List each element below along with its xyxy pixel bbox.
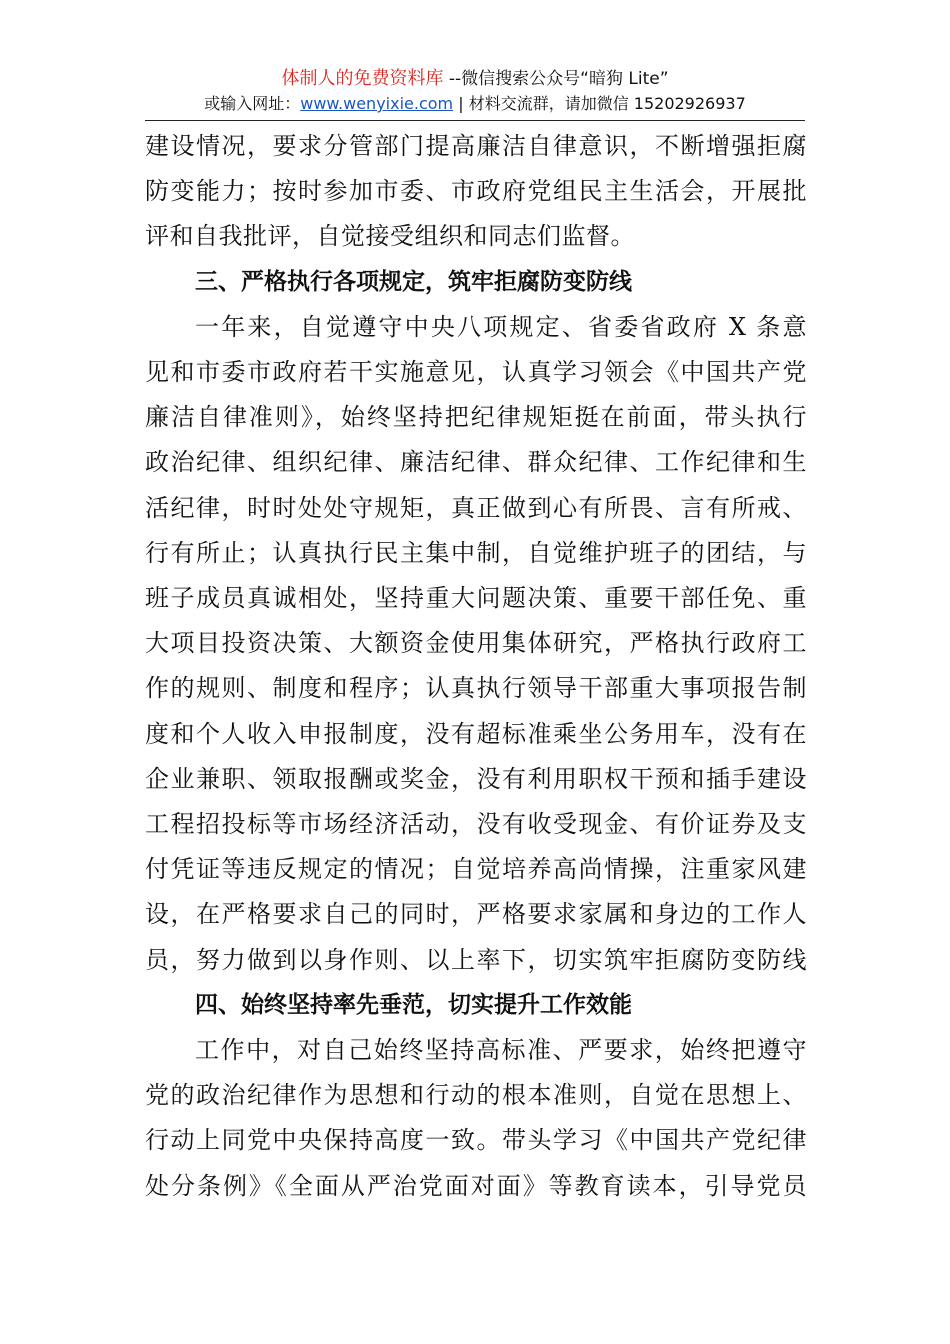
body-text-line: 行动上同党中央保持高度一致。带头学习《中国共产党纪律 bbox=[145, 1126, 807, 1155]
body-text-line: 处分条例》《全面从严治党面对面》等教育读本，引导党员 bbox=[145, 1171, 807, 1200]
body-text-line: 工程招投标等市场经济活动，没有收受现金、有价证券及支 bbox=[145, 810, 807, 839]
header-subtitle: --微信搜索公众号“暗狗 Lite” bbox=[448, 69, 669, 89]
document-body bbox=[145, 124, 807, 1209]
body-text-line: 员，努力做到以身作则、以上率下，切实筑牢拒腐防变防线 bbox=[145, 945, 807, 974]
section-heading: 三、严格执行各项规定，筑牢拒腐防变防线 bbox=[195, 268, 632, 295]
body-text-line: 党的政治纪律作为思想和行动的根本准则，自觉在思想上、 bbox=[145, 1081, 807, 1110]
body-text-line: 廉洁自律准则》，始终坚持把纪律规矩挺在前面，带头执行 bbox=[145, 403, 807, 432]
section-heading: 四、始终坚持率先垂范，切实提升工作效能 bbox=[195, 991, 632, 1018]
body-text-line: 付凭证等违反规定的情况；自觉培养高尚情操，注重家风建 bbox=[145, 855, 807, 884]
body-text-line: 班子成员真诚相处，坚持重大问题决策、重要干部任免、重 bbox=[145, 584, 807, 613]
header-brand: 体制人的免费资料库 bbox=[281, 68, 444, 89]
header-divider bbox=[145, 120, 805, 121]
body-text-line: 活纪律，时时处处守规矩，真正做到心有所畏、言有所戒、 bbox=[145, 493, 807, 522]
page-header bbox=[145, 66, 805, 116]
body-text-line: 工作中，对自己始终坚持高标准、严要求，始终把遵守 bbox=[195, 1036, 807, 1065]
body-text-line: 建设情况，要求分管部门提高廉洁自律意识，不断增强拒腐 bbox=[145, 132, 807, 160]
body-text-line: 大项目投资决策、大额资金使用集体研究，严格执行政府工 bbox=[145, 629, 807, 658]
header-contact-line bbox=[145, 92, 805, 116]
body-text-line: 防变能力；按时参加市委、市政府党组民主生活会，开展批 bbox=[145, 177, 807, 206]
header-url-prefix: 或输入网址： bbox=[204, 94, 301, 113]
body-text-line: 评和自我批评，自觉接受组织和同志们监督。 bbox=[145, 222, 635, 251]
header-title-line bbox=[145, 66, 805, 92]
body-text-line: 一年来，自觉遵守中央八项规定、省委省政府 X 条意 bbox=[195, 312, 807, 341]
header-url-link[interactable]: www.wenyixie.com bbox=[300, 94, 454, 113]
body-text-line: 度和个人收入申报制度，没有超标准乘坐公务用车，没有在 bbox=[145, 719, 807, 748]
body-text-line: 见和市委市政府若干实施意见，认真学习领会《中国共产党 bbox=[145, 358, 807, 387]
body-text-line: 行有所止；认真执行民主集中制，自觉维护班子的团结，与 bbox=[145, 538, 807, 567]
body-text-line: 政治纪律、组织纪律、廉洁纪律、群众纪律、工作纪律和生 bbox=[145, 448, 807, 477]
body-text-line: 设，在严格要求自己的同时，严格要求家属和身边的工作人 bbox=[145, 900, 807, 929]
body-text-line: 企业兼职、领取报酬或奖金，没有利用职权干预和插手建设 bbox=[145, 764, 807, 793]
body-text-line: 作的规则、制度和程序；认真执行领导干部重大事项报告制 bbox=[145, 674, 807, 703]
header-contact-suffix: | 材料交流群，请加微信 15202926937 bbox=[453, 94, 746, 113]
